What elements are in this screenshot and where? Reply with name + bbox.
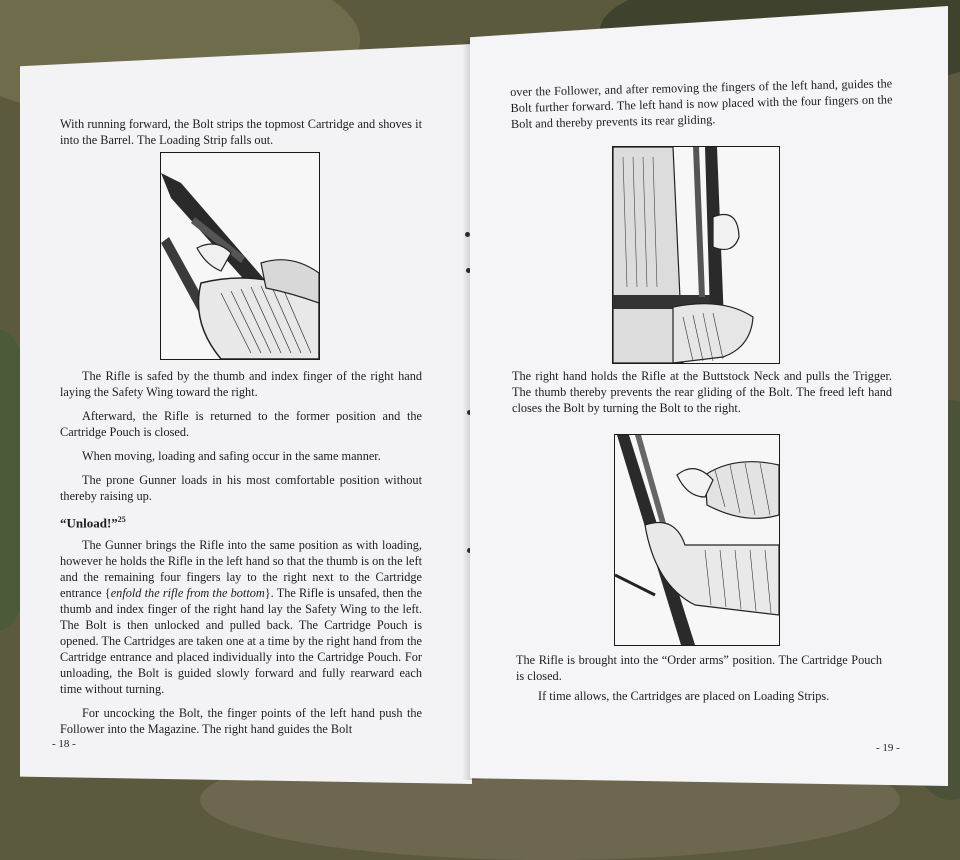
right-middle-paragraph: The right hand holds the Rifle at the Buttstock Neck and pulls the Trigger. The thumb thereby prevents the rear gliding of the Bolt. The freed left hand closes the Bolt by turning the Bolt to the right. <box>512 369 892 415</box>
bolt-close-illustration <box>615 435 779 645</box>
rifle-loading-illustration <box>161 153 319 359</box>
heading-unload <box>60 512 422 531</box>
paragraph-order-arms: The Rifle is brought into the “Order arms” position. The Cartridge Pouch is closed. <box>516 653 882 683</box>
paragraph-loading-strips: If time allows, the Cartridges are placed on Loading Strips. <box>538 689 830 703</box>
illustration-buttstock <box>612 146 780 364</box>
paragraph-safe-rifle: The Rifle is safed by the thumb and index finger of the right hand laying the Safety Wing toward the right. <box>60 369 422 399</box>
illustration-order-arms <box>614 434 780 646</box>
binding-staple <box>465 232 470 237</box>
right-top-paragraph: over the Follower, and after removing the fingers of the left hand, guides the Bolt further forward. The left hand is now placed with the four fingers on the Bolt and thereby prevents its rear gliding. <box>510 76 893 131</box>
unload-text-italic: enfold the rifle from the bottom <box>110 586 265 601</box>
right-bottom-text <box>516 652 882 704</box>
heading-unload-text: “Unload!” <box>60 515 118 531</box>
right-middle-text <box>512 368 892 416</box>
paragraph-prone: The prone Gunner loads in his most comfortable position without thereby raising up. <box>60 473 422 503</box>
unload-text-1: The Gunner brings the Rifle into the same position as with loading, however he holds the Rifle in the left hand so that the thumb is on the left and the remaining four fingers lay to the right next to the Cartridge entrance { <box>60 538 422 601</box>
soldier-rifle-illustration <box>613 147 779 363</box>
paragraph-uncock: For uncocking the Bolt, the finger points of the left hand push the Follower into the Magazine. The right hand guides the Bolt <box>60 706 422 737</box>
right-top-text <box>510 75 893 132</box>
footnote-marker: 25 <box>117 515 126 524</box>
paragraph-unload <box>60 537 422 697</box>
left-main-text <box>60 368 422 737</box>
page-number-left: - 18 - <box>52 738 76 750</box>
illustration-bolt-strip <box>160 152 320 360</box>
paragraph-return-position: Afterward, the Rifle is returned to the former position and the Cartridge Pouch is closed. <box>60 409 422 439</box>
paragraph-moving: When moving, loading and safing occur in the same manner. <box>82 449 381 463</box>
left-top-paragraph: With running forward, the Bolt strips the topmost Cartridge and shoves it into the Barrel. The Loading Strip falls out. <box>60 117 422 147</box>
page-number-right: - 19 - <box>876 742 900 754</box>
left-top-text <box>60 116 422 148</box>
unload-text-2: }. The Rifle is unsafed, then the thumb and index finger of the right hand lay the Safety Wing to the left. The Bolt is then unlocked and pulled back. The Cartridge Pouch is opened. The Cartridges are taken one at a time by the right hand from the Cartridge entrance and placed individually into the Cartridge Pouch. For unloading, the Bolt is guided slowly forward and fully rearward each time without turning. <box>60 586 422 697</box>
